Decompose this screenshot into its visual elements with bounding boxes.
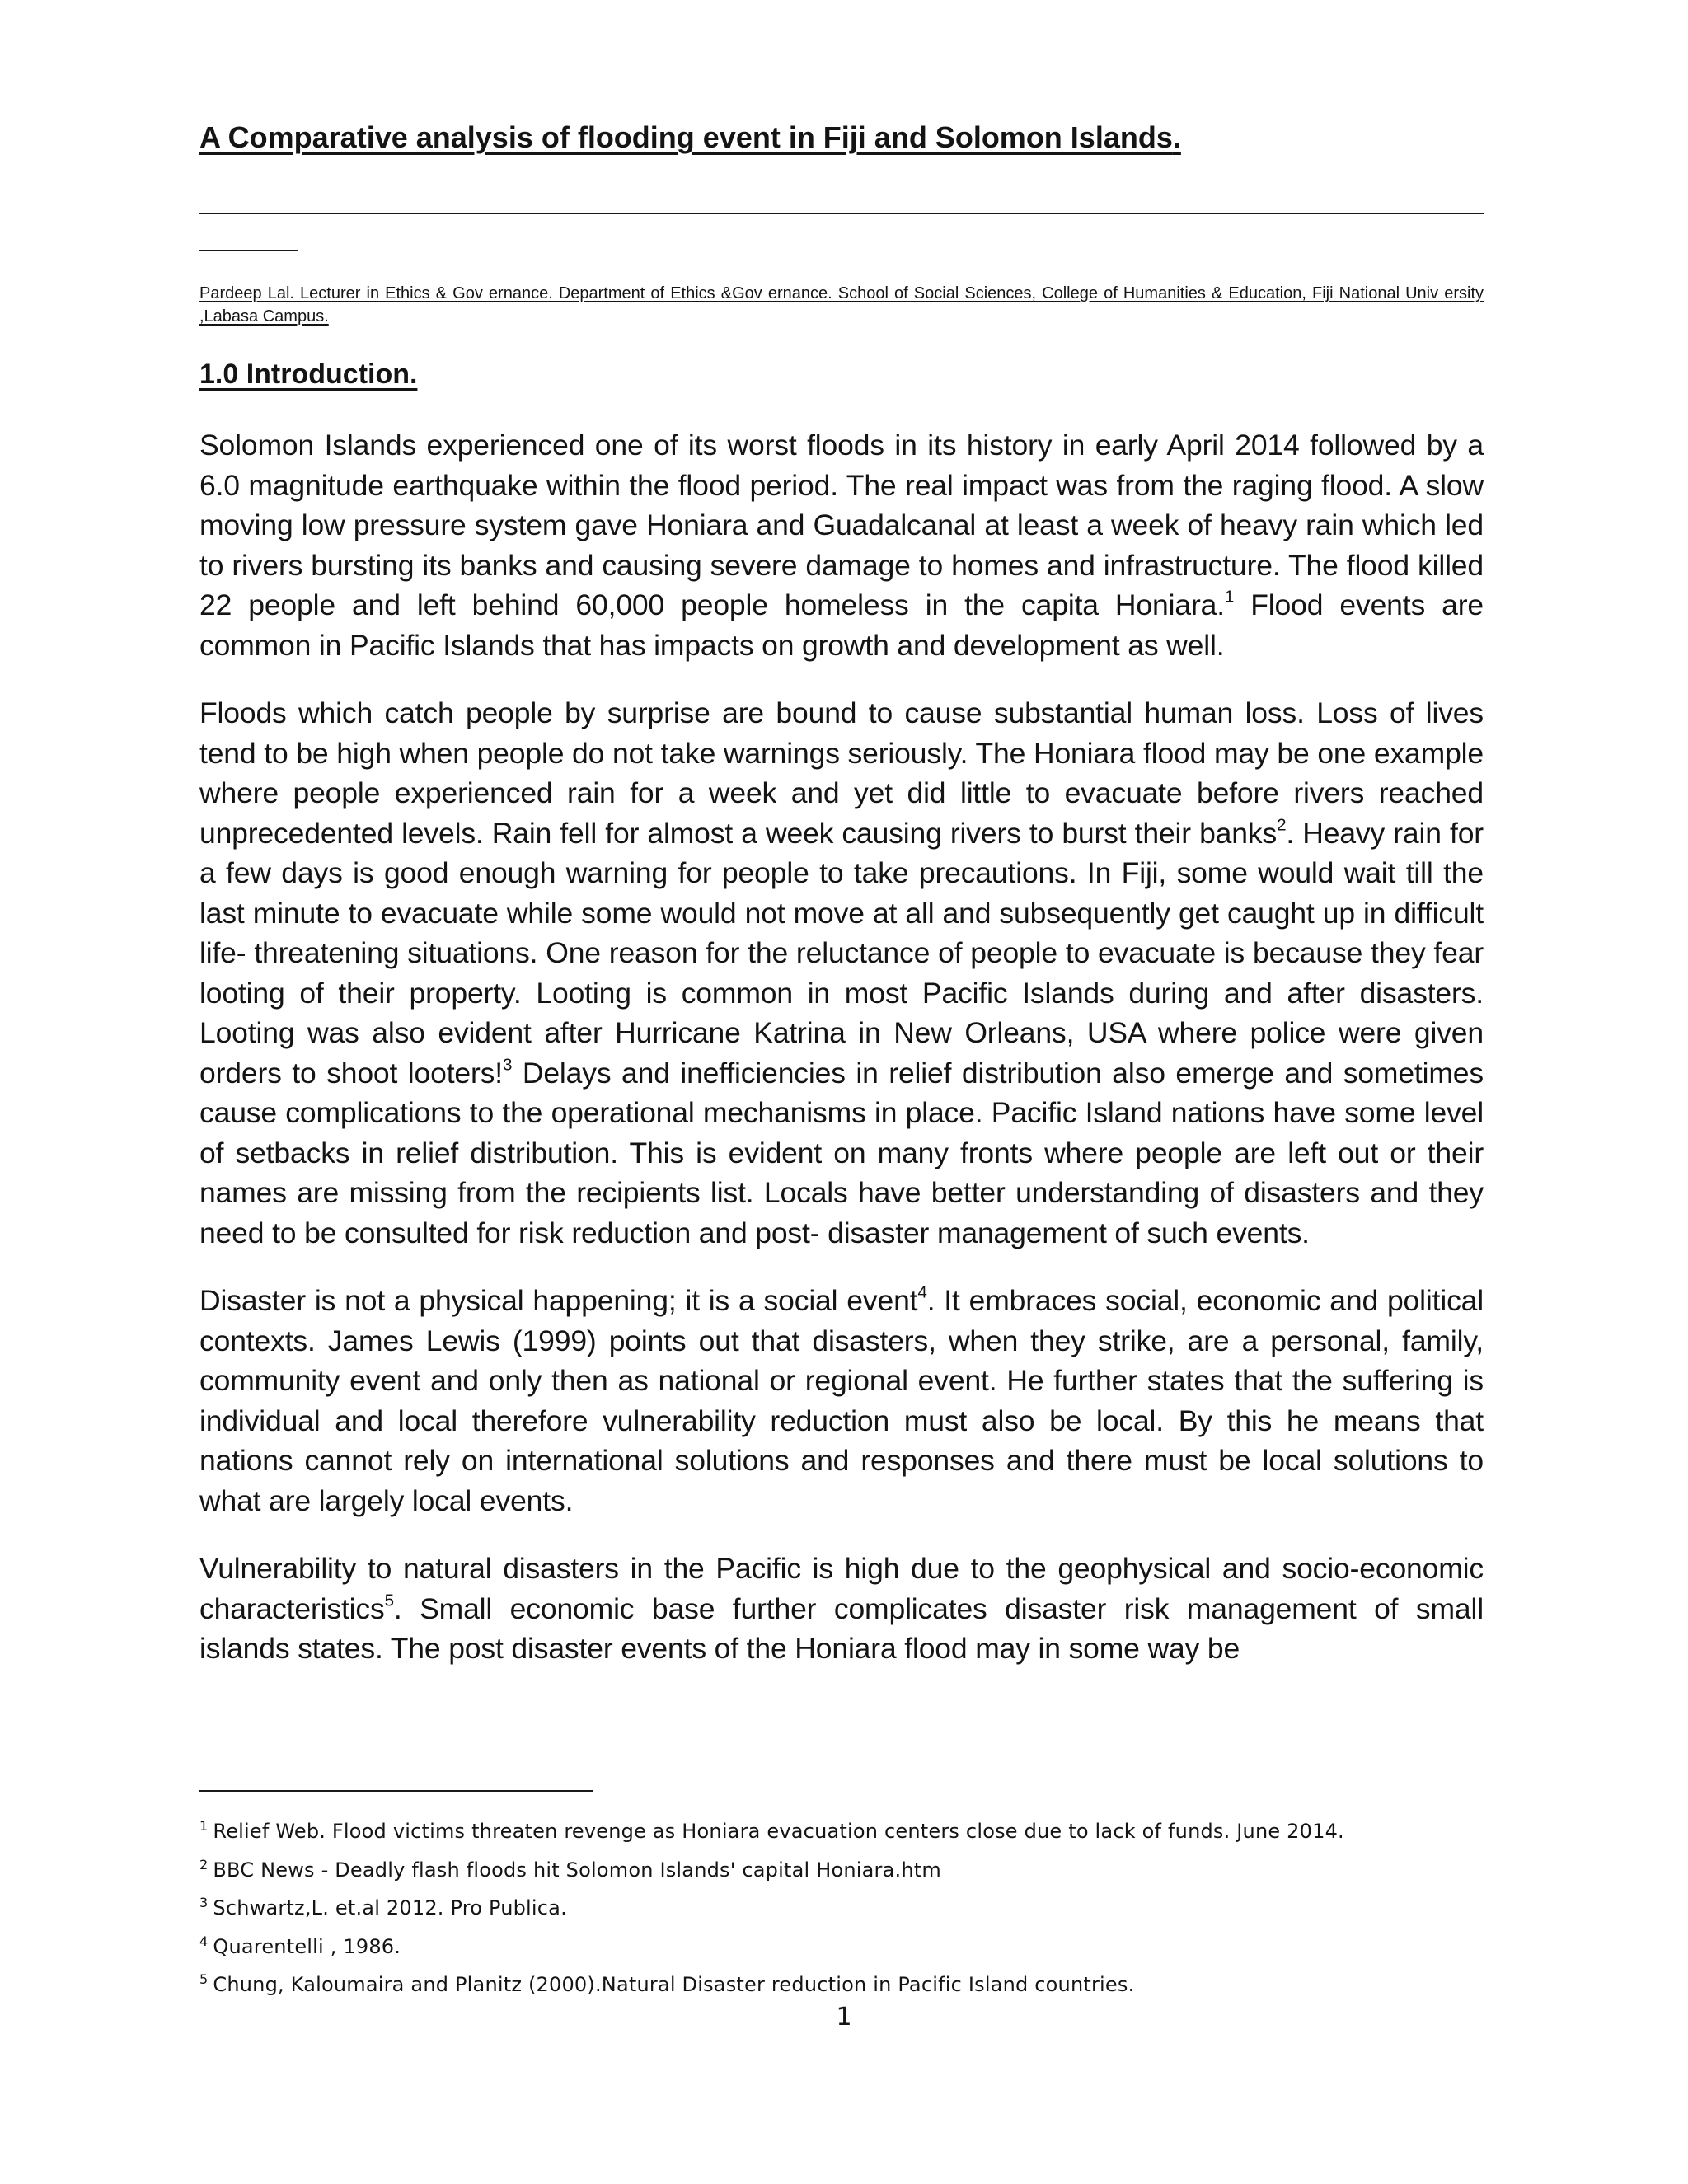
paragraph-1-text-cont: Flood events are common in Pacific Islands that has impacts on growth and development as well.	[199, 588, 1484, 662]
title-divider	[199, 213, 1484, 214]
footnote-number: 4	[199, 1933, 209, 1949]
footnote-number: 1	[199, 1818, 209, 1834]
footnote-text: Quarentelli , 1986.	[213, 1934, 401, 1958]
paragraph-1-text: Solomon Islands experienced one of its worst floods in its history in early April 2014 followed by a 6.0 magnitude earthquake within the flood period. The real impact was from the raging flood. A slow moving low pressure system gave Honiara and Guadalcanal at least a week of heavy rain which led to rivers bursting its banks and causing severe damage to homes and infrastructure. The flood killed 22 people and left behind 60,000 people homeless in the capita Honiara.	[199, 429, 1484, 621]
footnote-text: Chung, Kaloumaira and Planitz (2000).Natural Disaster reduction in Pacific Island countries.	[213, 1973, 1135, 1996]
paragraph-2-text-end: Delays and inefficiencies in relief distribution also emerge and sometimes cause complications to the operational mechanisms in place. Pacific Island nations have some level of setbacks in relief distribution. This is evident on many fronts where people are left out or their names are missing from the recipients list. Locals have better understanding of disasters and they need to be consulted for risk reduction and post- disaster management of such events.	[199, 1056, 1484, 1249]
footnote-number: 2	[199, 1856, 209, 1872]
paper-title-text: A Comparative analysis of flooding event in Fiji and Solomon Islands	[199, 120, 1173, 154]
paragraph-2-text-cont: . Heavy rain for a few days is good enough warning for people to take precautions. In Fiji, some would wait till the last minute to evacuate while some would not move at all and subsequently get caught up in difficult life- threatening situations. One reason for the reluctance of people to evacuate is because they fear looting of their property. Looting is common in most Pacific Islands during and after disasters. Looting was also evident after Hurricane Katrina in New Orleans, USA where police were given orders to shoot looters!	[199, 816, 1484, 1090]
footnote-item	[199, 1810, 1502, 1849]
paragraph-3	[199, 1281, 1484, 1521]
section-heading: 1.0 Introduction.	[199, 359, 418, 390]
paragraph-4-text-cont: . Small economic base further complicates disaster risk management of small islands states. The post disaster events of the Honiara flood may in some way be	[199, 1591, 1484, 1665]
footnote-ref-1: 1	[1224, 587, 1235, 607]
footnote-text: Schwartz,L. et.al 2012. Pro Publica.	[213, 1896, 567, 1919]
footnote-separator	[199, 1790, 593, 1792]
paragraph-2	[199, 693, 1484, 1253]
footnote-ref-2: 2	[1277, 815, 1287, 835]
footnote-ref-3: 3	[503, 1055, 513, 1075]
footnote-item	[199, 1925, 1502, 1964]
footnote-item	[199, 1886, 1502, 1925]
footnotes-list	[199, 1810, 1502, 2002]
body-text	[199, 425, 1484, 1697]
footnote-ref-5: 5	[384, 1591, 394, 1610]
footnote-number: 5	[199, 1971, 209, 1987]
footnote-ref-4: 4	[917, 1282, 927, 1302]
paragraph-4	[199, 1549, 1484, 1669]
paragraph-4-text: Vulnerability to natural disasters in the Pacific is high due to the geophysical and socio-economic characteristics	[199, 1552, 1484, 1625]
author-affiliation: Pardeep Lal. Lecturer in Ethics & Gov ernance. Department of Ethics &Gov ernance. School of Social Sciences, College of Humanities & Education, Fiji National Univ ersity ,Labasa Campus.	[199, 284, 1484, 326]
footnote-item	[199, 1963, 1502, 2002]
title-divider-short	[199, 250, 298, 251]
footnote-number: 3	[199, 1895, 209, 1910]
page-number: 1	[836, 2003, 852, 2032]
paragraph-2-text: Floods which catch people by surprise are bound to cause substantial human loss. Loss of lives tend to be high when people do not take warnings seriously. The Honiara flood may be one example where people experienced rain for a week and yet did little to evacuate before rivers reached unprecedented levels. Rain fell for almost a week causing rivers to burst their banks	[199, 696, 1484, 850]
footnote-item	[199, 1849, 1502, 1887]
paragraph-3-text: Disaster is not a physical happening; it is a social event	[199, 1284, 918, 1317]
footnote-text: Relief Web. Flood victims threaten revenge as Honiara evacuation centers close due to lack of funds. June 2014.	[213, 1820, 1344, 1843]
paragraph-1	[199, 425, 1484, 665]
footnote-text: BBC News - Deadly flash floods hit Solomon Islands' capital Honiara.htm	[213, 1858, 941, 1882]
paper-title	[199, 120, 1502, 156]
paragraph-3-text-cont: . It embraces social, economic and political contexts. James Lewis (1999) points out that disasters, when they strike, are a personal, family, community event and only then as national or regional event. He further states that the suffering is individual and local therefore vulnerability reduction must also be local. By this he means that nations cannot rely on international solutions and responses and there must be local solutions to what are largely local events.	[199, 1284, 1484, 1517]
paper-title-period: .	[1172, 120, 1181, 154]
